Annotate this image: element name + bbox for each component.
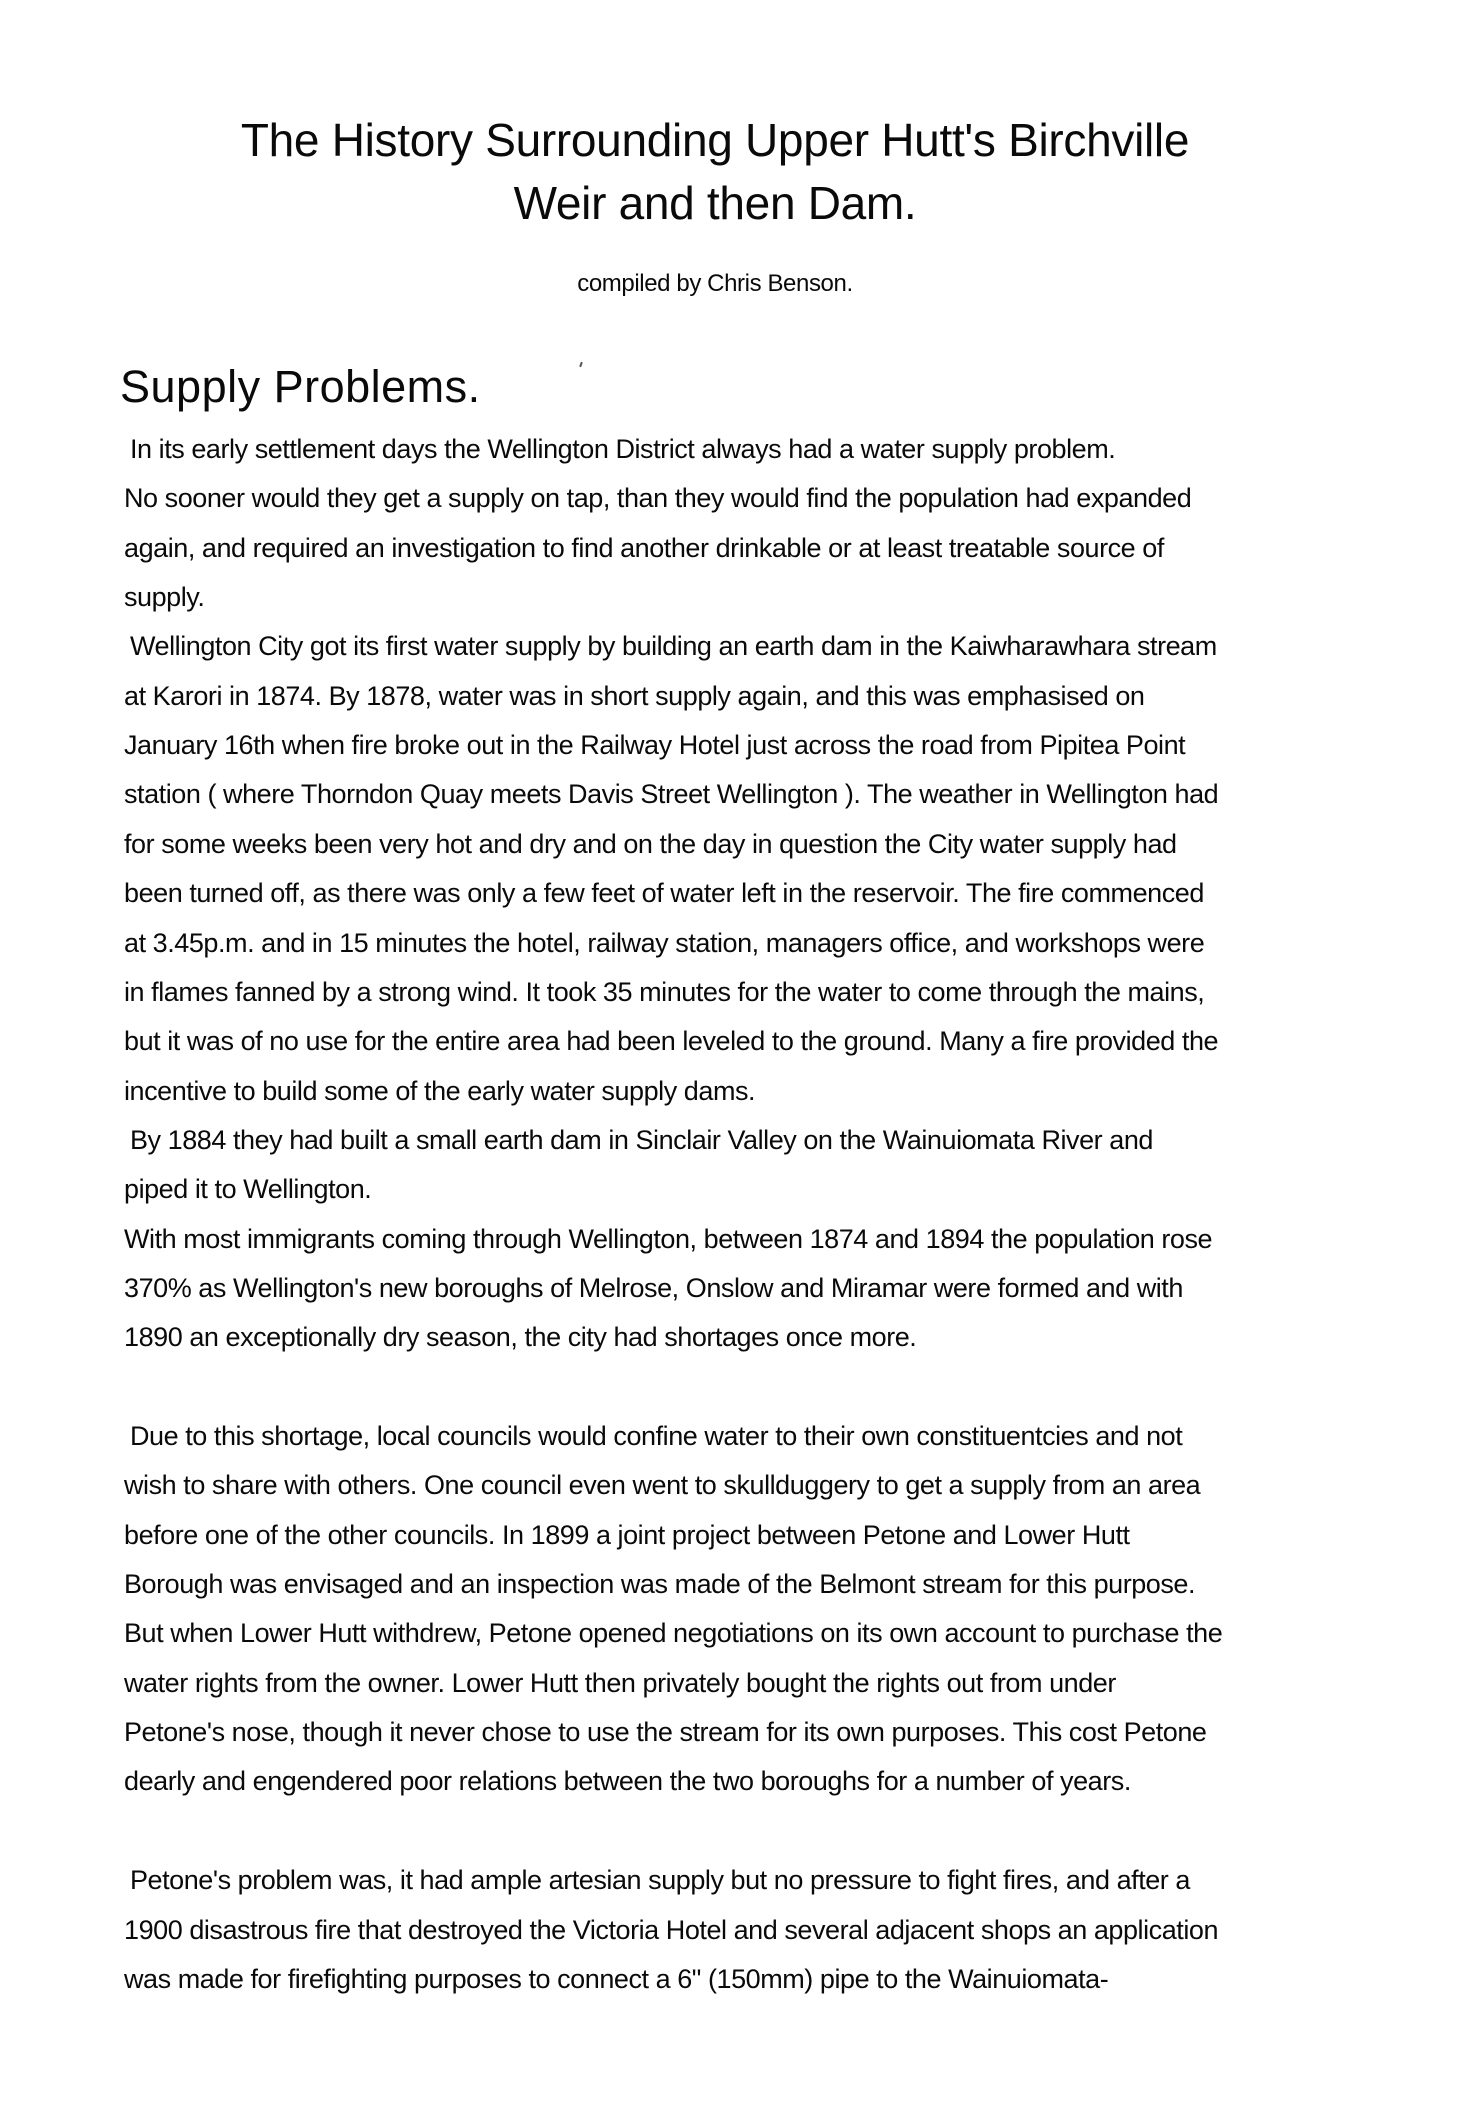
body-line: but it was of no use for the entire area had been leveled to the ground. Many a fire provided the: [124, 1026, 1219, 1056]
body-line: Petone's problem was, it had ample artesian supply but no pressure to fight fires, and after a: [130, 1865, 1190, 1895]
title-line-1: The History Surrounding Upper Hutt's Birchville: [240, 114, 1190, 166]
body-line: in flames fanned by a strong wind. It took 35 minutes for the water to come through the mains,: [124, 977, 1205, 1007]
body-line: Petone's nose, though it never chose to use the stream for its own purposes. This cost Petone: [124, 1717, 1207, 1747]
body-line: been turned off, as there was only a few feet of water left in the reservoir. The fire commenced: [124, 878, 1204, 908]
body-line: Borough was envisaged and an inspection was made of the Belmont stream for this purpose.: [124, 1569, 1196, 1599]
section-heading: Supply Problems.: [120, 361, 481, 412]
body-line: 1900 disastrous fire that destroyed the Victoria Hotel and several adjacent shops an application: [124, 1915, 1219, 1945]
body-line: incentive to build some of the early water supply dams.: [124, 1076, 756, 1106]
body-line: at Karori in 1874. By 1878, water was in short supply again, and this was emphasised on: [124, 681, 1145, 711]
body-line: station ( where Thorndon Quay meets Davis Street Wellington ). The weather in Wellington had: [124, 779, 1219, 809]
body-line: piped it to Wellington.: [124, 1174, 372, 1204]
body-line: before one of the other councils. In 1899 a joint project between Petone and Lower Hutt: [124, 1520, 1130, 1550]
body-line: By 1884 they had built a small earth dam in Sinclair Valley on the Wainuiomata River and: [130, 1125, 1153, 1155]
body-line: 1890 an exceptionally dry season, the city had shortages once more.: [124, 1322, 917, 1352]
body-line: again, and required an investigation to find another drinkable or at least treatable source of: [124, 533, 1164, 563]
body-line: water rights from the owner. Lower Hutt then privately bought the rights out from under: [124, 1668, 1116, 1698]
body-line: But when Lower Hutt withdrew, Petone opened negotiations on its own account to purchase the: [124, 1618, 1223, 1648]
body-line: January 16th when fire broke out in the Railway Hotel just across the road from Pipitea Point: [124, 730, 1186, 760]
body-line: Wellington City got its first water supply by building an earth dam in the Kaiwharawhara stream: [130, 631, 1217, 661]
body-line: for some weeks been very hot and dry and on the day in question the City water supply had: [124, 829, 1177, 859]
byline: compiled by Chris Benson.: [577, 270, 853, 297]
body-line: was made for firefighting purposes to connect a 6" (150mm) pipe to the Wainuiomata-: [124, 1964, 1109, 1994]
body-line: In its early settlement days the Wellington District always had a water supply problem.: [130, 434, 1116, 464]
body-line: With most immigrants coming through Wellington, between 1874 and 1894 the population rose: [124, 1224, 1213, 1254]
body-line: at 3.45p.m. and in 15 minutes the hotel, railway station, managers office, and workshops were: [124, 928, 1205, 958]
body-line: wish to share with others. One council even went to skullduggery to get a supply from an area: [124, 1470, 1201, 1500]
body-line: dearly and engendered poor relations between the two boroughs for a number of years.: [124, 1766, 1131, 1796]
body-line: No sooner would they get a supply on tap, than they would find the population had expanded: [124, 483, 1192, 513]
body-line: supply.: [124, 582, 205, 612]
scan-speck: [579, 362, 583, 367]
title-line-2: Weir and then Dam.: [513, 177, 917, 229]
body-line: 370% as Wellington's new boroughs of Melrose, Onslow and Miramar were formed and with: [124, 1273, 1183, 1303]
body-line: Due to this shortage, local councils would confine water to their own constituentcies and not: [130, 1421, 1183, 1451]
